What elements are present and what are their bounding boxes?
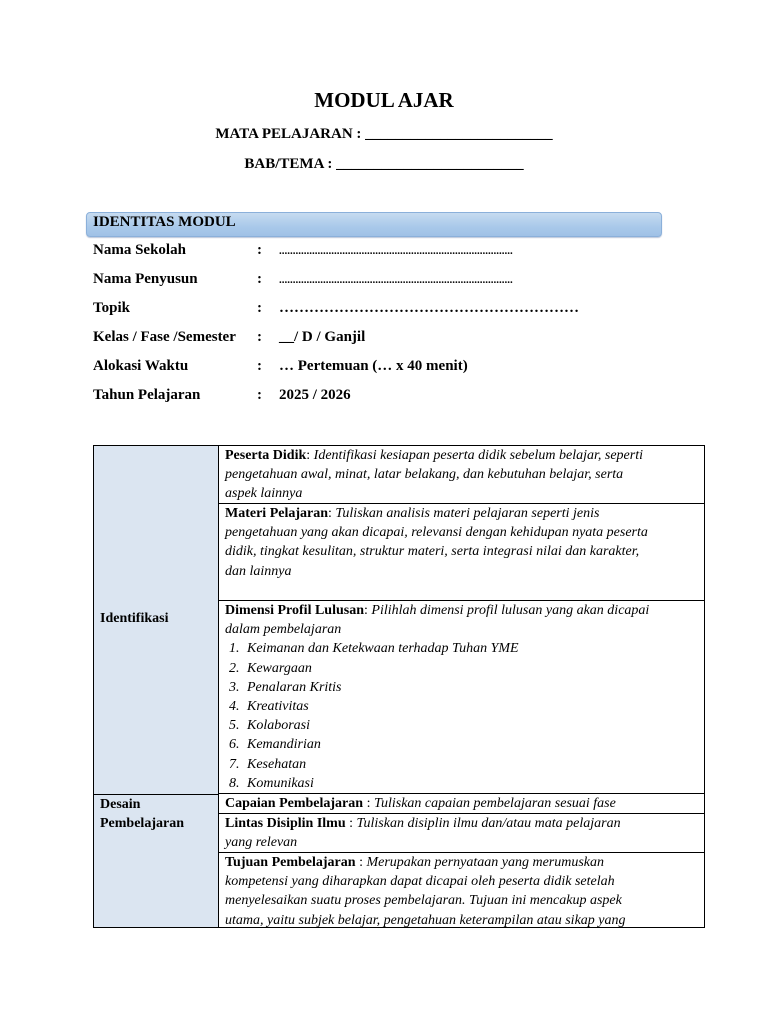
dimensi-list-item: 5. Kolaborasi [229,718,311,734]
dimensi-sep: : [364,603,372,618]
identity-value: ..................................................................................... [279,274,513,286]
identity-label: Nama Penyusun [93,271,198,287]
identity-value: …………………………………………………… [279,300,579,316]
dimensi-text: Pilihlah dimensi profil lulusan yang akan dicapai [371,603,650,618]
lintas-head: Lintas Disiplin Ilmu [225,816,346,831]
tujuan-sep: : [355,855,367,870]
identity-row-class [93,329,693,349]
dimensi-list-item: 7. Kesehatan [229,756,307,772]
peserta-didik-head: Peserta Didik [225,448,307,463]
identity-value: __/ D / Ganjil [279,329,366,345]
desain-label-2: Pembelajaran [100,816,184,831]
identity-colon: : [257,387,262,403]
document-title: MODUL AJAR [314,88,454,112]
materi-cell [219,504,705,581]
identity-value: … Pertemuan (… x 40 menit) [279,358,468,374]
dimensi-list [225,639,699,793]
dimensi-text: dalam pembelajaran [225,622,342,638]
identity-row-topic [93,300,693,320]
identity-label: Topik [93,300,130,316]
identifikasi-label: Identifikasi [100,611,169,626]
tujuan-text: utama, yaitu subjek belajar, pengetahuan keterampilan atau sikap yang [225,912,626,928]
materi-text: didik, tingkat kesulitan, struktur materi, serta integrasi nilai dan karakter, [225,544,640,560]
tujuan-cell [219,853,705,928]
identifikasi-cell [94,446,219,794]
dimensi-list-item: 8. Komunikasi [229,775,314,791]
capaian-head: Capaian Pembelajaran [225,796,364,811]
identity-colon: : [257,271,262,287]
lintas-cell [219,814,705,852]
identity-colon: : [257,329,262,345]
dimensi-list-item: 6. Kemandirian [229,737,321,753]
identity-label: Alokasi Waktu [93,358,189,374]
lintas-text: Tuliskan disiplin ilmu dan/atau mata pelajaran [356,816,621,831]
capaian-sep: : [363,796,374,811]
identity-section-header [86,212,662,237]
peserta-didik-text: pengetahuan awal, minat, latar belakang, dan kebutuhan belajar, serta [225,467,624,483]
identity-value: ..................................................................................... [279,245,513,257]
tujuan-text: Merupakan pernyataan yang merumuskan [366,855,605,870]
identity-value: 2025 / 2026 [279,387,351,403]
peserta-didik-text: aspek lainnya [225,486,303,502]
subject-line: MATA PELAJARAN : _________________________ [215,126,553,142]
desain-label: Desain [100,797,141,812]
identity-row-author [93,271,693,291]
identity-colon: : [257,358,262,374]
identity-section-title: IDENTITAS MODUL [93,214,236,230]
lintas-sep: : [345,816,357,831]
materi-text: dan lainnya [225,563,292,579]
tujuan-head: Tujuan Pembelajaran [225,855,356,870]
identity-row-year [93,387,693,407]
identity-colon: : [257,242,262,258]
dimensi-head: Dimensi Profil Lulusan [225,603,364,618]
identity-row-school [93,242,693,262]
dimensi-list-item: 1. Keimanan dan Ketekwaan terhadap Tuhan YME [229,641,519,657]
capaian-text: Tuliskan capaian pembelajaran sesuai fase [373,796,616,811]
dimensi-cell [219,601,705,793]
identity-row-time [93,358,693,378]
desain-cell [94,794,219,928]
lintas-text: yang relevan [225,835,298,851]
peserta-didik-text: Identifikasi kesiapan peserta didik sebelum belajar, seperti [313,448,643,463]
dimensi-list-item: 4. Kreativitas [229,699,309,715]
peserta-didik-sep: : [306,448,314,463]
materi-text: pengetahuan yang akan dicapai, relevansi dengan kehidupan nyata peserta [225,525,648,541]
identity-colon: : [257,300,262,316]
materi-head: Materi Pelajaran [225,506,329,521]
materi-sep: : [328,506,336,521]
tujuan-text: menyelesaikan suatu proses pembelajaran. Tujuan ini mencakup aspek [225,893,622,909]
capaian-cell [219,794,705,813]
identity-label: Nama Sekolah [93,242,186,258]
identity-label: Tahun Pelajaran [93,387,201,403]
identity-label: Kelas / Fase /Semester [93,329,236,345]
module-table [93,445,705,928]
dimensi-list-item: 3. Penalaran Kritis [229,679,342,695]
tujuan-text: kompetensi yang diharapkan dapat dicapai oleh peserta didik setelah [225,874,615,890]
peserta-didik-cell [219,446,705,504]
materi-text: Tuliskan analisis materi pelajaran seperti jenis [335,506,600,521]
dimensi-list-item: 2. Kewargaan [229,660,312,676]
theme-line: BAB/TEMA : _________________________ [244,156,524,172]
